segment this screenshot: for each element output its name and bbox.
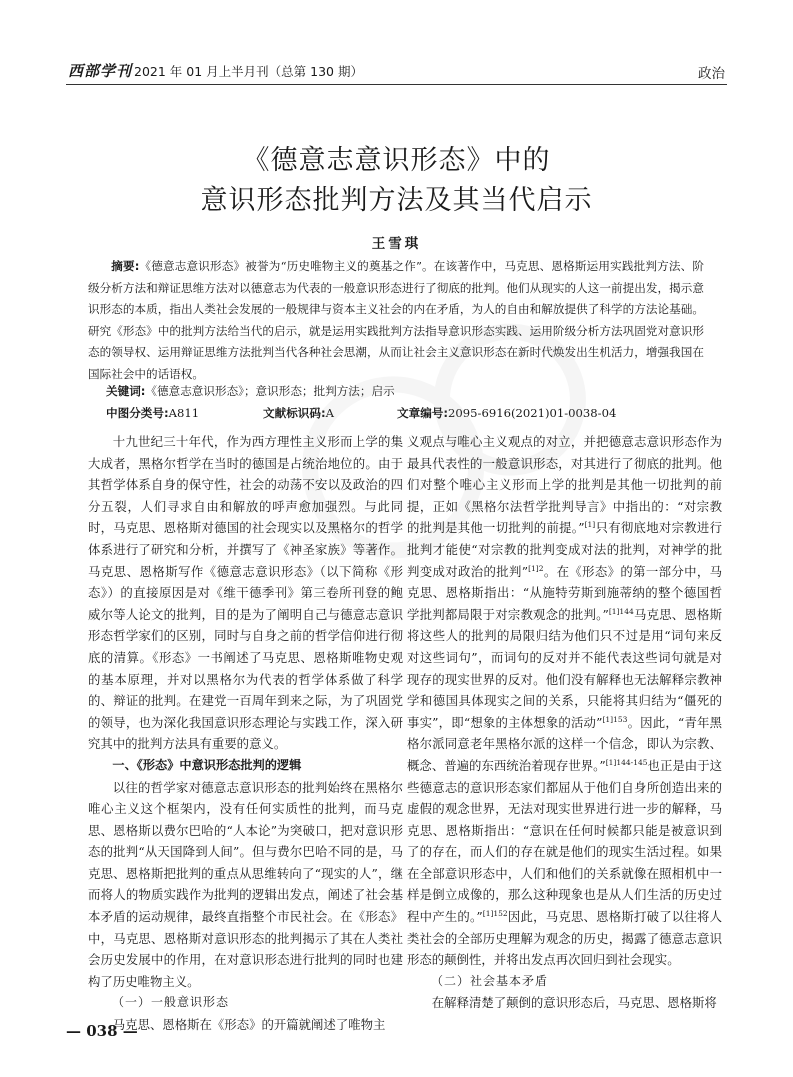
citation-ref: [1]2 xyxy=(528,563,544,573)
citation-ref: [1]153 xyxy=(602,714,628,724)
article-title-line-1: 《德意志意识形态》中的 xyxy=(242,145,551,176)
author-name: 王雪琪 xyxy=(371,236,422,252)
running-header xyxy=(68,60,363,81)
article-title-line-2: 意识形态批判方法及其当代启示 xyxy=(200,185,593,216)
page-number: — 038 — xyxy=(66,1022,138,1040)
article-number-value: 2095-6916(2021)01-0038-04 xyxy=(448,406,617,420)
article-number-label: 文章编号: xyxy=(397,406,449,420)
body-column-left xyxy=(88,431,403,1046)
issue-info: 2021 年 01 月上半月刊（总第 130 期） xyxy=(134,64,363,79)
citation-ref: [1]152 xyxy=(482,908,508,918)
clc-value: A811 xyxy=(168,406,200,420)
document-code xyxy=(263,405,334,421)
section-label: 政治 xyxy=(698,66,725,82)
subsection-2-paragraph: 在解释清楚了颠倒的意识形态后，马克思、恩格斯将 xyxy=(431,995,717,1011)
abstract xyxy=(88,256,704,385)
body-column-right xyxy=(407,431,722,1046)
subsection-heading-1: （一）一般意识形态 xyxy=(112,995,230,1010)
subsection-1-paragraph: 马克思、恩格斯在《形态》的开篇就阐述了唯物主 xyxy=(112,1017,386,1033)
abstract-text: 《德意志意识形态》被誉为“历史唯物主义的奠基之作”。在该著作中，马克思、恩格斯运用实践批判方法、阶级分析方法和辩证思维方法对以德意志为代表的一般意识形态进行了彻底的批判。他们从现实的人这一前提出发，揭示意识形态的本质，指出人类社会发展的一般规律与资本主义社会的内在矛盾，为人的自由和解放提供了科学的方法论基础。研究《形态》中的批判方法给当代的启示，就是运用实践批判方法指导意识形态实践、运用阶级分析方法巩固党对意识形态的领导权、运用辩证思维方法批判当代各种社会思潮，从而让社会主义意识形态在新时代焕发出生机活力，增强我国在国际社会中的话语权。 xyxy=(88,259,705,381)
citation-ref: [1] xyxy=(584,520,596,530)
subsection-heading-2: （二）社会基本矛盾 xyxy=(431,973,549,988)
clc-label: 中图分类号: xyxy=(106,406,169,420)
clc-number xyxy=(106,405,199,421)
keywords-text: 《德意志意识形态》；意识形态；批判方法；启示 xyxy=(145,384,395,398)
abstract-label: 摘要: xyxy=(111,259,140,273)
continued-paragraph: 义观点与唯心主义观点的对立，并把德意志意识形态作为最具代表性的一般意识形态，对其进行了彻底的批判。他们对整个唯心主义形而上学的批判是其他一切批判的前提，正如《黑格尔法哲学批判导言》中指出的：“对宗教的批判是其他一切批判的前提。”[1]只有彻底地对宗教进行批判才能使“对宗教的批判变成对法的批判，对神学的批判变成对政治的批判”$^{[1]2}$。在《形态》的第一部分中，马克思、恩格斯指出：“从施特劳斯到施蒂纳的整个德国哲学批判都局限于对宗教观念的批判。”$^{[1]144}$马克思、恩格斯将这些人的批判的局限归结为他们只不过是用“词句来反对这些词句”，而词句的反对并不能代表这些词句就是对现存的现实世界的反对。他们没有解释也无法解释宗教神学和德国具体现实之间的关系，只能将其归结为“僵死的事实”，即“想象的主体想象的活动”$^{[1]153}$。因此，“青年黑格尔派同意老年黑格尔派的这样一个信念，即认为宗教、概念、普遍的东西统治着现存世界。”$^{[1]144-145}$也正是由于这些德意志的意识形态家们都屈从于他们自身所创造出来的虚假的观念世界，无法对现实世界进行进一步的解释，马克思、恩格斯指出：“意识在任何时候都只能是被意识到了的存在，而人们的存在就是他们的现实生活过程。如果在全部意识形态中，人们和他们的关系就像在照相机中一样是倒立成像的，那么这种现象也是从人们生活的历史过程中产生的。”$^{[1]152}$因此，马克思、恩格斯打破了以往将人类社会的全部历史理解为观念的历史，揭露了德意志意识形态的颠倒性，并将出发点再次回归到社会现实。 xyxy=(407,434,722,968)
doc-code-value: A xyxy=(325,406,334,420)
section-1-paragraph: 以往的哲学家对德意志意识形态的批判始终在黑格尔唯心主义这个框架内，没有任何实质性的批判，而马克思、恩格斯以费尔巴哈的“人本论”为突破口，把对意识形态的批判“从天国降到人间”。但与费尔巴哈不同的是，马克思、恩格斯把批判的重点从思维转向了“现实的人”，继而将人的物质实践作为批判的逻辑出发点，阐述了社会基本矛盾的运动规律，最终直指整个市民社会。在《形态》中，马克思、恩格斯对意识形态的批判揭示了其在人类社会历史发展中的作用，在对意识形态进行批判的同时也建构了历史唯物主义。 xyxy=(88,779,403,989)
article-number xyxy=(397,405,616,421)
keywords xyxy=(106,383,395,399)
journal-logo: 西部学刊 xyxy=(68,62,133,80)
intro-paragraph: 十九世纪三十年代，作为西方理性主义形而上学的集大成者，黑格尔哲学在当时的德国是占统治地位的。由于其哲学体系自身的保守性，社会的动荡不安以及政治的四分五裂，人们寻求自由和解放的呼声愈加强烈。与此同时，马克思、恩格斯对德国的社会现实以及黑格尔的哲学体系进行了研究和分析，并撰写了《神圣家族》等著作。马克思、恩格斯写作《德意志意识形态》（以下简称《形态》）的直接原因是对《维干德季刊》第三卷所刊登的鲍威尔等人论文的批判，目的是为了阐明自己与德意志意识形态哲学家们的区别，同时与自身之前的哲学信仰进行彻底的清算。《形态》一书阐述了马克思、恩格斯唯物史观的基本原理，并对以黑格尔为代表的哲学体系做了科学的、辩证的批判。在建党一百周年到来之际，为了巩固党的领导，也为深化我国意识形态理论与实践工作，深入研究其中的批判方法具有重要的意义。 xyxy=(88,434,403,752)
citation-ref: [1]144-145 xyxy=(605,757,648,767)
section-heading-1: 一、《形态》中意识形态批判的逻辑 xyxy=(112,757,302,772)
header-divider xyxy=(66,84,727,85)
citation-ref: [1]144 xyxy=(608,606,634,616)
doc-code-label: 文献标识码: xyxy=(263,406,326,420)
keywords-label: 关键词: xyxy=(106,384,146,398)
